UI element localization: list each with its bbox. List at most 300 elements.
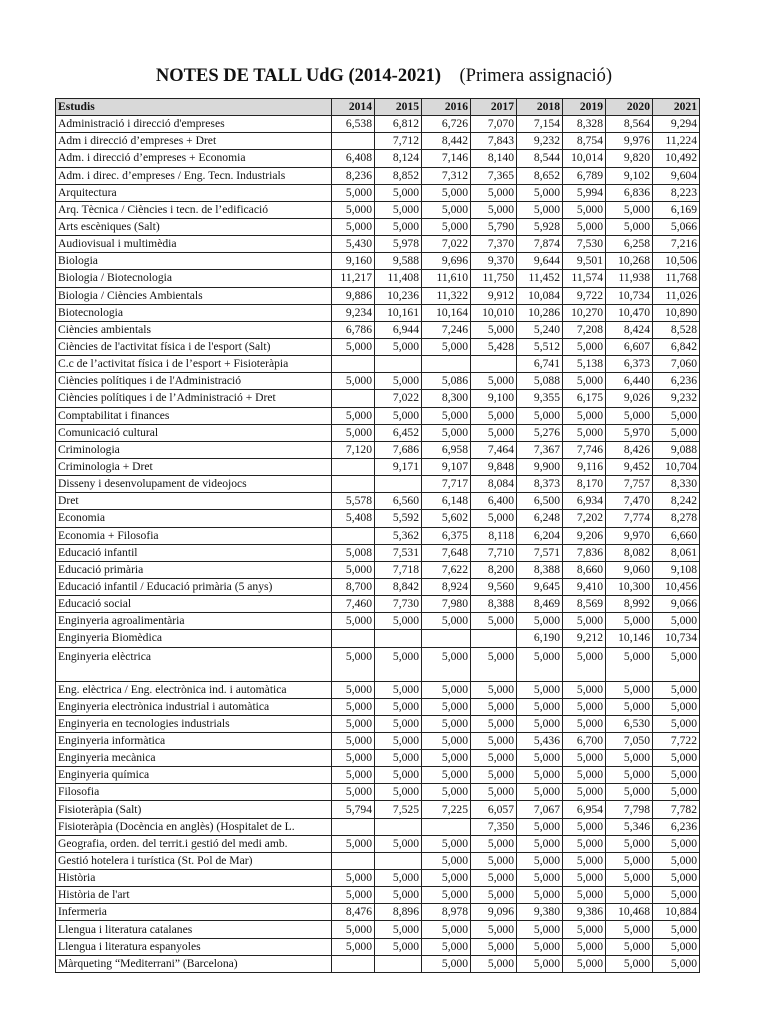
grade-cell: 5,000: [517, 681, 563, 698]
grade-cell: 5,000: [606, 887, 653, 904]
grade-cell: 5,000: [332, 647, 375, 681]
grade-cell: 7,208: [563, 321, 606, 338]
header-year: 2020: [606, 99, 653, 116]
grade-cell: 5,000: [422, 921, 471, 938]
grade-cell: 5,240: [517, 321, 563, 338]
grade-cell: 10,010: [471, 304, 517, 321]
study-name: Economia: [56, 510, 332, 527]
grade-cell: 5,000: [422, 870, 471, 887]
grade-cell: 6,236: [653, 373, 700, 390]
grade-cell: 5,000: [606, 852, 653, 869]
grade-cell: 5,000: [563, 698, 606, 715]
grade-cell: 9,100: [471, 390, 517, 407]
grade-cell: 9,452: [606, 458, 653, 475]
grade-cell: 5,000: [471, 938, 517, 955]
grade-cell: 5,578: [332, 493, 375, 510]
grade-cell: 6,700: [563, 732, 606, 749]
grade-cell: 5,000: [517, 852, 563, 869]
grade-cell: 7,120: [332, 441, 375, 458]
grade-cell: 9,370: [471, 253, 517, 270]
grade-cell: 5,000: [606, 218, 653, 235]
grade-cell: 6,408: [332, 150, 375, 167]
grade-cell: 6,258: [606, 236, 653, 253]
grade-cell: 5,000: [332, 698, 375, 715]
study-name: Audiovisual i multimèdia: [56, 236, 332, 253]
grade-cell: 8,842: [375, 578, 422, 595]
grade-cell: 7,722: [653, 732, 700, 749]
grade-cell: 6,954: [563, 801, 606, 818]
grade-cell: 5,000: [563, 201, 606, 218]
grade-cell: 5,000: [375, 338, 422, 355]
grade-cell: 5,000: [653, 750, 700, 767]
table-row: [56, 287, 700, 304]
table-row: [56, 150, 700, 167]
grade-cell: 9,386: [563, 904, 606, 921]
grade-cell: 5,000: [517, 184, 563, 201]
grade-cell: 5,000: [422, 338, 471, 355]
study-name: Educació infantil: [56, 544, 332, 561]
table-row: [56, 955, 700, 972]
grade-cell: 5,000: [517, 750, 563, 767]
grade-cell: 5,000: [653, 852, 700, 869]
grade-cell: 5,790: [471, 218, 517, 235]
grade-cell: 6,660: [653, 527, 700, 544]
grade-cell: 9,107: [422, 458, 471, 475]
page-title: [0, 66, 768, 87]
grade-cell: 9,912: [471, 287, 517, 304]
grade-cell: 10,268: [606, 253, 653, 270]
grade-cell: [375, 955, 422, 972]
grade-cell: 6,607: [606, 338, 653, 355]
grade-cell: 11,938: [606, 270, 653, 287]
grade-cell: 5,000: [375, 681, 422, 698]
grade-cell: 10,890: [653, 304, 700, 321]
table-row: [56, 647, 700, 681]
grade-cell: 9,820: [606, 150, 653, 167]
grade-cell: 7,980: [422, 596, 471, 613]
grade-cell: 8,084: [471, 476, 517, 493]
grade-cell: 5,000: [471, 955, 517, 972]
grade-cell: 5,000: [563, 955, 606, 972]
grade-cell: 8,328: [563, 116, 606, 133]
grade-cell: 5,000: [332, 732, 375, 749]
grade-cell: 7,022: [375, 390, 422, 407]
grade-cell: 5,000: [471, 681, 517, 698]
grade-cell: 5,000: [332, 338, 375, 355]
grade-cell: 10,506: [653, 253, 700, 270]
grade-cell: 8,660: [563, 561, 606, 578]
grade-cell: 8,061: [653, 544, 700, 561]
grade-cell: 5,000: [563, 818, 606, 835]
grade-cell: 6,452: [375, 424, 422, 441]
grade-cell: 5,512: [517, 338, 563, 355]
grade-cell: 7,571: [517, 544, 563, 561]
grade-cell: 5,000: [606, 835, 653, 852]
grade-cell: 9,212: [563, 630, 606, 647]
grade-cell: 5,000: [606, 681, 653, 698]
grade-cell: 6,148: [422, 493, 471, 510]
grade-cell: 5,000: [563, 218, 606, 235]
grade-cell: 9,722: [563, 287, 606, 304]
grade-cell: 5,000: [606, 938, 653, 955]
grade-cell: 9,645: [517, 578, 563, 595]
grade-cell: 11,217: [332, 270, 375, 287]
study-name: Ciències polítiques i de l'Administració: [56, 373, 332, 390]
table-row: [56, 835, 700, 852]
table-row: [56, 321, 700, 338]
grade-cell: 8,124: [375, 150, 422, 167]
table-row: [56, 270, 700, 287]
grade-cell: 9,116: [563, 458, 606, 475]
grade-cell: 11,026: [653, 287, 700, 304]
grade-cell: 5,000: [471, 784, 517, 801]
study-name: Història: [56, 870, 332, 887]
grade-cell: 7,060: [653, 356, 700, 373]
grade-cell: 6,169: [653, 201, 700, 218]
table-row: [56, 356, 700, 373]
grade-cell: 7,050: [606, 732, 653, 749]
table-row: [56, 167, 700, 184]
grade-cell: 10,270: [563, 304, 606, 321]
grade-cell: [332, 527, 375, 544]
grade-cell: 5,000: [563, 613, 606, 630]
grade-cell: 5,000: [653, 424, 700, 441]
grade-cell: 10,704: [653, 458, 700, 475]
grade-cell: 9,206: [563, 527, 606, 544]
grade-cell: 6,400: [471, 493, 517, 510]
grade-cell: 7,843: [471, 133, 517, 150]
grade-cell: 8,223: [653, 184, 700, 201]
grade-cell: 10,084: [517, 287, 563, 304]
grade-cell: 11,574: [563, 270, 606, 287]
grade-cell: 8,330: [653, 476, 700, 493]
grade-cell: 7,874: [517, 236, 563, 253]
grade-cell: 5,000: [517, 784, 563, 801]
grade-cell: 5,000: [653, 870, 700, 887]
grade-cell: 5,000: [653, 938, 700, 955]
grade-cell: 5,000: [563, 647, 606, 681]
grade-cell: 5,000: [332, 750, 375, 767]
grade-cell: 5,000: [563, 835, 606, 852]
grade-cell: 7,525: [375, 801, 422, 818]
grade-cell: 5,000: [517, 870, 563, 887]
grade-cell: 6,175: [563, 390, 606, 407]
grade-cell: 7,717: [422, 476, 471, 493]
grade-cell: 5,000: [653, 835, 700, 852]
grade-cell: 5,000: [422, 184, 471, 201]
grade-cell: 5,000: [375, 715, 422, 732]
study-name: Arts escèniques (Salt): [56, 218, 332, 235]
grade-cell: 6,530: [606, 715, 653, 732]
study-name: Educació infantil / Educació primària (5 anys): [56, 578, 332, 595]
grade-cell: 5,000: [332, 835, 375, 852]
grade-cell: [332, 133, 375, 150]
grade-cell: 8,652: [517, 167, 563, 184]
grade-cell: 7,836: [563, 544, 606, 561]
table-row: [56, 253, 700, 270]
study-name: Ciències ambientals: [56, 321, 332, 338]
table-row: [56, 544, 700, 561]
grade-cell: 5,000: [332, 767, 375, 784]
header-studies: Estudis: [56, 99, 332, 116]
grade-cell: 5,000: [471, 424, 517, 441]
grade-cell: 9,355: [517, 390, 563, 407]
study-name: Administració i direcció d'empreses: [56, 116, 332, 133]
grade-cell: 5,000: [332, 613, 375, 630]
grade-cell: 5,000: [606, 647, 653, 681]
grade-cell: 9,232: [517, 133, 563, 150]
study-name: Màrqueting “Mediterrani” (Barcelona): [56, 955, 332, 972]
grade-cell: 5,000: [471, 407, 517, 424]
grade-cell: 5,000: [606, 921, 653, 938]
study-name: Comunicació cultural: [56, 424, 332, 441]
grade-cell: 9,696: [422, 253, 471, 270]
grade-cell: 5,000: [517, 921, 563, 938]
grade-cell: 7,531: [375, 544, 422, 561]
grade-cell: 6,958: [422, 441, 471, 458]
table-row: [56, 698, 700, 715]
table-row: [56, 613, 700, 630]
grade-cell: 5,000: [606, 784, 653, 801]
grade-cell: 7,460: [332, 596, 375, 613]
grade-cell: 9,026: [606, 390, 653, 407]
grade-cell: 7,370: [471, 236, 517, 253]
table-body: [56, 116, 700, 973]
grade-cell: 5,000: [606, 767, 653, 784]
grade-cell: [471, 356, 517, 373]
grade-cell: 5,000: [563, 338, 606, 355]
grade-cell: 5,794: [332, 801, 375, 818]
grade-cell: 11,750: [471, 270, 517, 287]
grade-cell: 10,734: [653, 630, 700, 647]
grade-cell: 6,440: [606, 373, 653, 390]
study-name: Adm. i direc. d’empreses / Eng. Tecn. Industrials: [56, 167, 332, 184]
grade-cell: 5,000: [517, 201, 563, 218]
grade-cell: 8,373: [517, 476, 563, 493]
grade-cell: 5,000: [422, 784, 471, 801]
grade-cell: 5,000: [375, 698, 422, 715]
grade-cell: 5,000: [653, 784, 700, 801]
grade-cell: 6,190: [517, 630, 563, 647]
grade-cell: 5,430: [332, 236, 375, 253]
grade-cell: 7,350: [471, 818, 517, 835]
grade-cell: 7,718: [375, 561, 422, 578]
table-row: [56, 596, 700, 613]
study-name: Dret: [56, 493, 332, 510]
grade-cell: 7,225: [422, 801, 471, 818]
study-name: Arquitectura: [56, 184, 332, 201]
grade-cell: 11,224: [653, 133, 700, 150]
grade-cell: 9,970: [606, 527, 653, 544]
grade-cell: [332, 476, 375, 493]
grade-cell: 7,216: [653, 236, 700, 253]
table-row: [56, 184, 700, 201]
table-row: [56, 904, 700, 921]
grade-cell: [332, 458, 375, 475]
grade-cell: 10,456: [653, 578, 700, 595]
grade-cell: 9,588: [375, 253, 422, 270]
grade-cell: 5,000: [422, 955, 471, 972]
grade-cell: 8,978: [422, 904, 471, 921]
grade-cell: 5,362: [375, 527, 422, 544]
grade-cell: 5,000: [563, 407, 606, 424]
grade-cell: 5,000: [563, 373, 606, 390]
grade-cell: 5,000: [606, 613, 653, 630]
grade-cell: 5,928: [517, 218, 563, 235]
grade-cell: 9,380: [517, 904, 563, 921]
grade-cell: 5,000: [471, 852, 517, 869]
grade-cell: 5,000: [471, 750, 517, 767]
grade-cell: 6,236: [653, 818, 700, 835]
grade-cell: 5,000: [332, 424, 375, 441]
header-year: 2018: [517, 99, 563, 116]
grade-cell: 7,530: [563, 236, 606, 253]
cutoff-grades-table: [55, 98, 700, 973]
table-row: [56, 578, 700, 595]
study-name: Disseny i desenvolupament de videojocs: [56, 476, 332, 493]
study-name: Biologia: [56, 253, 332, 270]
grade-cell: 9,060: [606, 561, 653, 578]
grade-cell: 6,726: [422, 116, 471, 133]
study-name: Enginyeria Biomèdica: [56, 630, 332, 647]
table-row: [56, 870, 700, 887]
grade-cell: 5,000: [517, 715, 563, 732]
grade-cell: 6,934: [563, 493, 606, 510]
study-name: Llengua i literatura espanyoles: [56, 938, 332, 955]
header-year: 2014: [332, 99, 375, 116]
grade-cell: 10,468: [606, 904, 653, 921]
grade-cell: 9,088: [653, 441, 700, 458]
grade-cell: 5,000: [375, 732, 422, 749]
table-row: [56, 133, 700, 150]
grade-cell: 8,278: [653, 510, 700, 527]
study-name: Fisioteràpia (Docència en anglès) (Hospitalet de L.: [56, 818, 332, 835]
grade-cell: 5,000: [563, 870, 606, 887]
grade-cell: 7,146: [422, 150, 471, 167]
grade-cell: 9,886: [332, 287, 375, 304]
study-name: Infermeria: [56, 904, 332, 921]
grade-cell: 5,000: [422, 218, 471, 235]
grade-cell: 5,000: [332, 201, 375, 218]
grade-cell: [332, 955, 375, 972]
study-name: Història de l'art: [56, 887, 332, 904]
grade-cell: 5,000: [517, 698, 563, 715]
grade-cell: 8,544: [517, 150, 563, 167]
study-name: Fisioteràpia (Salt): [56, 801, 332, 818]
table-row: [56, 441, 700, 458]
grade-cell: 8,140: [471, 150, 517, 167]
grade-cell: 9,410: [563, 578, 606, 595]
study-name: Arq. Tècnica / Ciències i tecn. de l’edificació: [56, 201, 332, 218]
grade-cell: 8,388: [517, 561, 563, 578]
grade-cell: [332, 818, 375, 835]
grade-cell: 5,000: [563, 852, 606, 869]
grade-cell: 5,000: [517, 887, 563, 904]
table-row: [56, 510, 700, 527]
grade-cell: 5,000: [471, 373, 517, 390]
grade-cell: 10,492: [653, 150, 700, 167]
study-name: Adm i direcció d’empreses + Dret: [56, 133, 332, 150]
grade-cell: 9,102: [606, 167, 653, 184]
grade-cell: 7,022: [422, 236, 471, 253]
grade-cell: 5,000: [471, 510, 517, 527]
grade-cell: 5,000: [563, 784, 606, 801]
grade-cell: 5,000: [606, 955, 653, 972]
header-year: 2015: [375, 99, 422, 116]
title-subtitle: (Primera assignació): [459, 66, 613, 86]
grade-cell: 7,470: [606, 493, 653, 510]
grade-cell: 7,070: [471, 116, 517, 133]
grade-cell: 5,000: [517, 938, 563, 955]
grade-cell: 5,000: [375, 921, 422, 938]
grade-cell: 5,000: [653, 647, 700, 681]
grade-cell: 5,970: [606, 424, 653, 441]
grade-cell: 8,388: [471, 596, 517, 613]
grade-cell: 5,000: [332, 373, 375, 390]
grade-cell: 5,086: [422, 373, 471, 390]
grade-cell: 5,000: [563, 750, 606, 767]
grade-cell: 11,768: [653, 270, 700, 287]
grade-cell: 5,000: [471, 613, 517, 630]
grade-cell: 5,000: [332, 870, 375, 887]
grade-cell: 8,569: [563, 596, 606, 613]
grade-cell: 8,992: [606, 596, 653, 613]
grade-cell: 5,000: [332, 938, 375, 955]
grade-cell: 6,538: [332, 116, 375, 133]
grade-cell: 7,686: [375, 441, 422, 458]
grade-cell: 6,789: [563, 167, 606, 184]
grade-cell: [332, 630, 375, 647]
grade-cell: 5,000: [517, 818, 563, 835]
grade-cell: 5,000: [422, 852, 471, 869]
study-name: Enginyeria en tecnologies industrials: [56, 715, 332, 732]
grade-cell: 5,000: [422, 201, 471, 218]
grade-cell: 5,000: [653, 955, 700, 972]
grade-cell: 7,367: [517, 441, 563, 458]
grade-cell: 5,000: [606, 870, 653, 887]
study-name: Educació social: [56, 596, 332, 613]
grade-cell: 5,000: [471, 921, 517, 938]
grade-cell: 5,000: [471, 887, 517, 904]
grade-cell: 9,644: [517, 253, 563, 270]
grade-cell: 7,757: [606, 476, 653, 493]
table-row: [56, 818, 700, 835]
grade-cell: 5,000: [653, 767, 700, 784]
grade-cell: 8,236: [332, 167, 375, 184]
table-row: [56, 338, 700, 355]
grade-cell: [422, 630, 471, 647]
grade-cell: 5,138: [563, 356, 606, 373]
grade-cell: 5,000: [471, 835, 517, 852]
grade-cell: 5,000: [606, 407, 653, 424]
grade-cell: 10,146: [606, 630, 653, 647]
grade-cell: 5,000: [471, 184, 517, 201]
table-row: [56, 201, 700, 218]
grade-cell: 7,798: [606, 801, 653, 818]
grade-cell: 5,000: [422, 750, 471, 767]
grade-cell: 5,008: [332, 544, 375, 561]
study-name: Comptabilitat i finances: [56, 407, 332, 424]
grade-cell: 8,469: [517, 596, 563, 613]
study-name: Enginyeria química: [56, 767, 332, 784]
grade-cell: 7,774: [606, 510, 653, 527]
grade-cell: 5,000: [517, 767, 563, 784]
grade-cell: 5,000: [517, 613, 563, 630]
grade-cell: 5,000: [563, 767, 606, 784]
grade-cell: [422, 818, 471, 835]
grade-cell: [375, 476, 422, 493]
grade-cell: 5,000: [606, 201, 653, 218]
